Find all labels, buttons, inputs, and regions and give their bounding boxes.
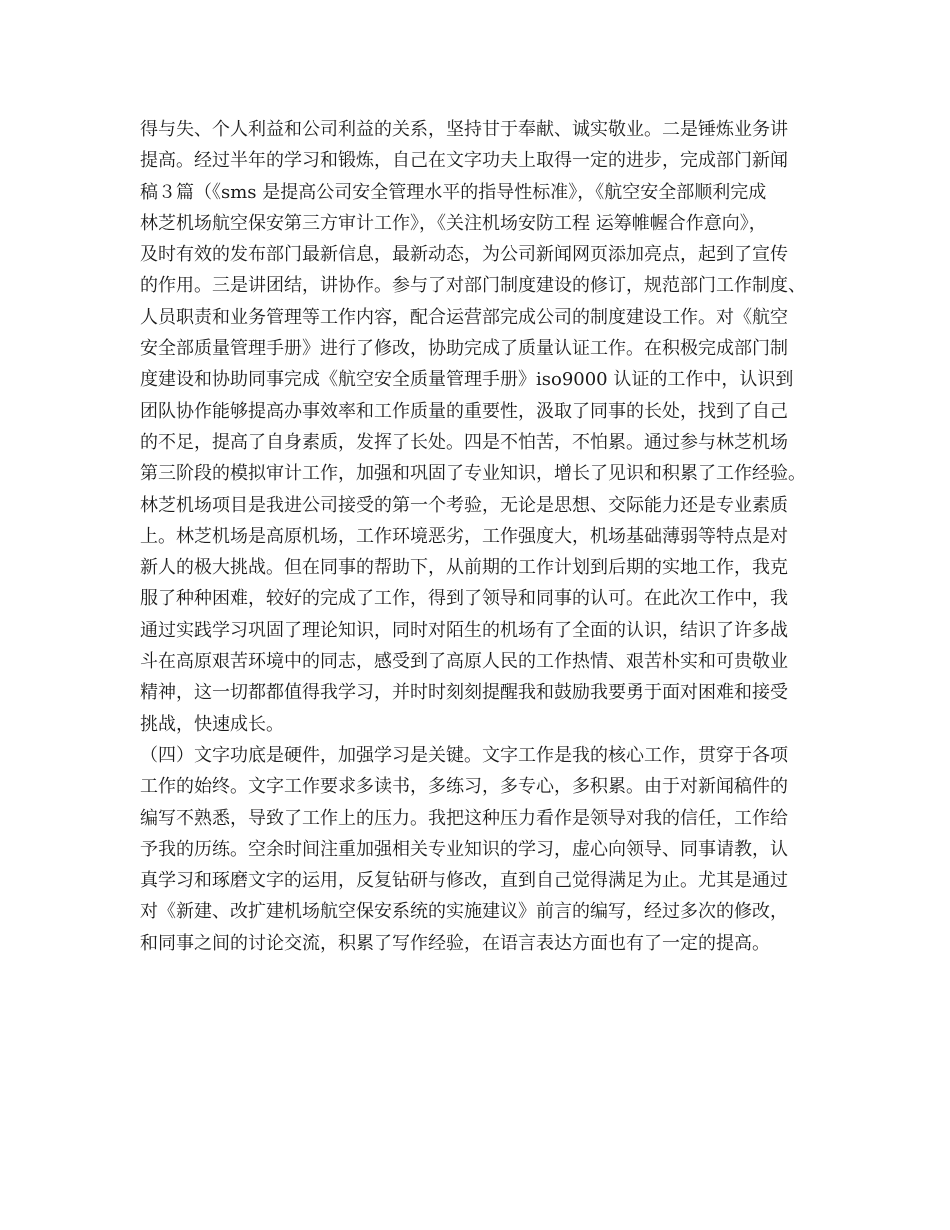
- text-line: 稿３篇（《sms 是提高公司安全管理水平的指导性标准》，《航空安全部顺利完成: [140, 181, 767, 203]
- text-line: 斗在高原艰苦环境中的同志，感受到了高原人民的工作热情、艰苦朴实和可贵敬业: [140, 651, 788, 673]
- text-line: 编写不熟悉，导致了工作上的压力。我把这种压力看作是领导对我的信任，工作给: [140, 807, 788, 829]
- text-line: 工作的始终。文字工作要求多读书，多练习，多专心，多积累。由于对新闻稿件的: [140, 776, 788, 798]
- text-line: 及时有效的发布部门最新信息，最新动态，为公司新闻网页添加亮点，起到了宣传: [140, 244, 788, 266]
- text-line: 精神，这一切都都值得我学习，并时时刻刻提醒我和鼓励我要勇于面对困难和接受: [140, 682, 788, 704]
- text-line: 的作用。三是讲团结，讲协作。参与了对部门制度建设的修订，规范部门工作制度、: [140, 275, 806, 297]
- text-line: 服了种种困难，较好的完成了工作，得到了领导和同事的认可。在此次工作中，我: [140, 588, 788, 610]
- text-line: 林芝机场航空保安第三方审计工作》，《关注机场安防工程 运筹帷幄合作意向》，: [140, 212, 767, 234]
- text-line: 上。林芝机场是高原机场，工作环境恶劣，工作强度大，机场基础薄弱等特点是对: [140, 525, 788, 547]
- text-line: 团队协作能够提高办事效率和工作质量的重要性，汲取了同事的长处，找到了自己: [140, 400, 788, 422]
- text-line: （四）文字功底是硬件，加强学习是关键。文字工作是我的核心工作，贯穿于各项: [140, 744, 788, 766]
- text-line: 的不足，提高了自身素质，发挥了长处。四是不怕苦，不怕累。通过参与林芝机场: [140, 431, 788, 453]
- text-line: 新人的极大挑战。但在同事的帮助下，从前期的工作计划到后期的实地工作，我克: [140, 557, 788, 579]
- text-line: 挑战，快速成长。: [140, 713, 284, 735]
- text-line: 真学习和琢磨文字的运用，反复钻研与修改，直到自己觉得满足为止。尤其是通过: [140, 870, 788, 892]
- text-line: 度建设和协助同事完成《航空安全质量管理手册》iso9000 认证的工作中，认识到: [140, 369, 794, 391]
- text-line: 第三阶段的模拟审计工作，加强和巩固了专业知识，增长了见识和积累了工作经验。: [140, 463, 806, 485]
- text-line: 通过实践学习巩固了理论知识，同时对陌生的机场有了全面的认识，结识了许多战: [140, 619, 788, 641]
- body-text: [140, 114, 840, 959]
- text-line: 得与失、个人利益和公司利益的关系，坚持甘于奉献、诚实敬业。二是锤炼业务讲: [140, 119, 788, 140]
- text-line: 林芝机场项目是我进公司接受的第一个考验，无论是思想、交际能力还是专业素质: [140, 494, 788, 516]
- text-line: 人员职责和业务管理等工作内容，配合运营部完成公司的制度建设工作。对《航空: [140, 306, 788, 328]
- text-line: 对《新建、改扩建机场航空保安系统的实施建议》前言的编写，经过多次的修改，: [140, 901, 788, 923]
- text-line: 安全部质量管理手册》进行了修改，协助完成了质量认证工作。在积极完成部门制: [140, 338, 788, 360]
- text-line: 和同事之间的讨论交流，积累了写作经验，在语言表达方面也有了一定的提高。: [140, 932, 770, 954]
- text-line: 予我的历练。空余时间注重加强相关专业知识的学习，虚心向领导、同事请教，认: [140, 838, 788, 860]
- text-line: 提高。经过半年的学习和锻炼，自己在文字功夫上取得一定的进步，完成部门新闻: [140, 150, 788, 172]
